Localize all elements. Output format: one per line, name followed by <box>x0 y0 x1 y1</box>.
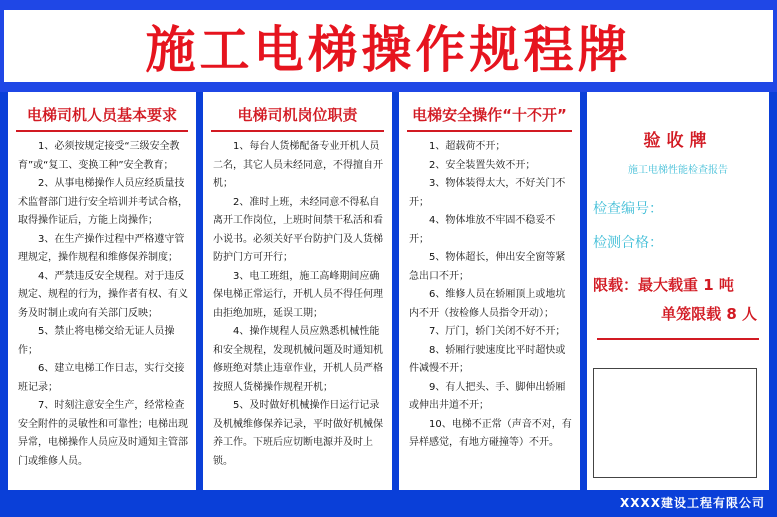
inspection-number-label: 检查编号： <box>593 201 663 217</box>
page-title: 施工电梯操作规程牌 <box>4 10 773 82</box>
heading-underline <box>16 130 188 132</box>
heading-underline <box>211 130 384 132</box>
list-item: 10、电梯不正常（声音不对，有异样感觉，有地方碰撞等）不开。 <box>409 418 572 448</box>
list-item: 3、电工班组，施工高峰期间应确保电梯正常运行，开机人员不得任何理由拒绝加班，延误工期； <box>213 270 383 319</box>
panel-driver-duties <box>203 92 392 490</box>
list-item: 5、禁止将电梯交给无证人员操作； <box>18 326 175 356</box>
panel-body <box>8 138 196 471</box>
panel-ten-no-operate <box>399 92 580 490</box>
company-name: XXXX建设工程有限公司 <box>619 496 765 510</box>
list-item: 2、从事电梯操作人员应经质量技术监督部门进行安全培训并考试合格，取得操作证后，方能上岗操作； <box>18 178 188 226</box>
list-item: 6、建立电梯工作日志，实行交接班记录； <box>18 363 185 393</box>
list-item: 2、安全装置失效不开； <box>429 159 536 171</box>
list-item: 1、每台人货梯配备专业开机人员二名，其它人员未经同意，不得擅自开机； <box>213 141 383 189</box>
acceptance-subheading: 施工电梯性能检查报告 <box>628 165 728 176</box>
blank-certificate-box <box>593 368 757 478</box>
inspection-passed-label: 检测合格： <box>593 235 663 251</box>
list-item: 1、必须按规定接受“三级安全教育”或“复工、变换工种”安全教育； <box>18 141 180 171</box>
panel-driver-requirements <box>8 92 196 490</box>
list-item: 5、及时做好机械操作日运行记录及机械维修保养记录，平时做好机械保养工作。下班后应切断电源并及时上锁。 <box>213 400 383 467</box>
list-item: 9、有人把头、手、脚伸出轿厢或伸出井道不开； <box>409 381 566 411</box>
person-limit: 单笼限载 8 人 <box>661 305 757 323</box>
list-item: 3、在生产操作过程中严格遵守管理规定，操作规程和维修保养制度； <box>18 233 185 263</box>
list-item: 2、准时上班，未经同意不得私自离开工作岗位，上班时间禁干私活和看小说书。必须关好平台防护门及人货梯防护门方可开行； <box>213 196 383 263</box>
list-item: 7、厅门，轿门关闭不好不开； <box>429 326 566 337</box>
panel-body <box>203 138 392 471</box>
list-item: 4、物体堆放不牢固不稳妥不开； <box>409 215 556 245</box>
load-limit: 限载：最大载重 1 吨 <box>593 276 734 294</box>
list-item: 1、超载荷不开； <box>429 141 506 152</box>
panel-body <box>399 138 580 453</box>
list-item: 3、物体装得太大，不好关门不开； <box>409 178 566 208</box>
panel-heading: 电梯司机岗位职责 <box>237 106 358 124</box>
heading-underline <box>407 130 572 132</box>
panel-heading: 电梯司机人员基本要求 <box>26 106 177 124</box>
list-item: 7、时刻注意安全生产，经常检查安全附件的灵敏性和可靠性；电梯出现异常，电梯操作人员应及时通知主管部门或维修人员。 <box>18 400 188 467</box>
acceptance-heading: 验收牌 <box>643 131 713 151</box>
divider <box>597 338 759 340</box>
list-item: 6、维修人员在轿厢顶上或地坑内不开（按检修人员指令开动）； <box>409 289 566 319</box>
panel-acceptance <box>587 92 769 490</box>
list-item: 4、操作规程人员应熟悉机械性能和安全规程，发现机械问题及时通知机修班绝对禁止违章作业，开机人员严格按照人货梯操作规程开机； <box>213 326 383 393</box>
title-band <box>0 0 777 92</box>
list-item: 4、严禁违反安全规程。对于违反规定、规程的行为，操作者有权、有义务及时制止或向有关部门反映； <box>18 270 188 319</box>
list-item: 5、物体超长，伸出安全窗等紧急出口不开； <box>409 252 566 282</box>
list-item: 8、轿厢行驶速度比平时超快或件减慢不开； <box>409 344 566 374</box>
panel-heading: 电梯安全操作“十不开” <box>412 106 567 124</box>
